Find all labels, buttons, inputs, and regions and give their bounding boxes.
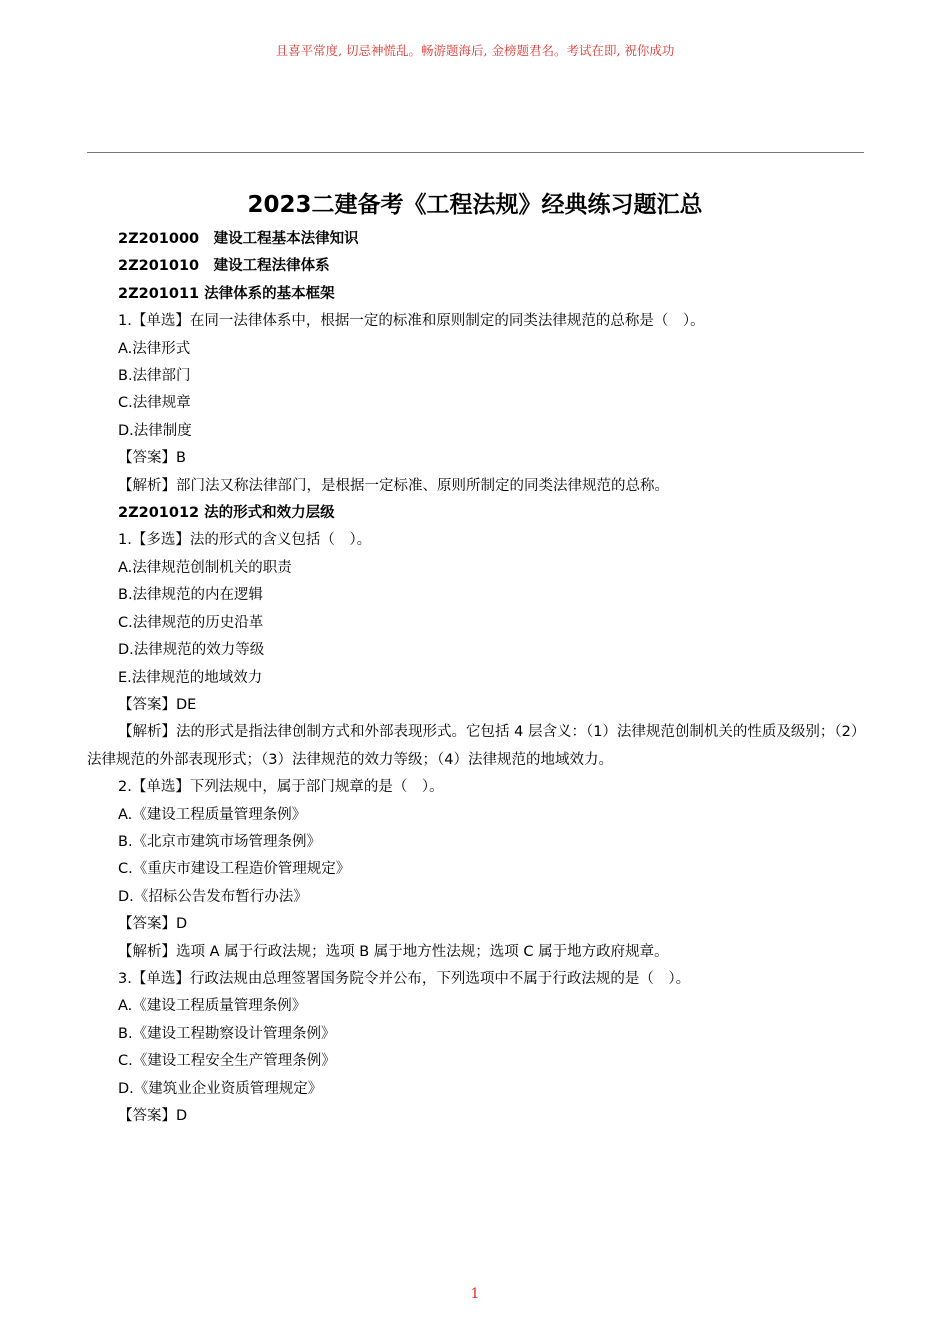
answer-line: 【答案】D	[118, 916, 188, 933]
answer-line: 【答案】D	[118, 1108, 188, 1124]
option-line: D.法律制度	[118, 422, 192, 439]
header-divider	[87, 152, 864, 153]
option-line: B.《建设工程勘察设计管理条例》	[118, 1025, 336, 1042]
document-title: 2023二建备考《工程法规》经典练习题汇总	[247, 192, 703, 218]
option-line: A.法律形式	[118, 340, 191, 357]
option-line: A.《建设工程质量管理条例》	[118, 998, 307, 1015]
question-line: 1.【单选】在同一法律体系中，根据一定的标准和原则制定的同类法律规范的总称是（ ）。	[118, 313, 705, 330]
option-line: C.《建设工程安全生产管理条例》	[118, 1053, 336, 1070]
explanation-line: 【解析】法的形式是指法律创制方式和外部表现形式。它包括 4 层含义：（1）法律规范创制机关的性质及级别；（2）法律规范的外部表现形式；（3）法律规范的效力等级；（4）法律规范的地域效力。	[87, 724, 859, 768]
answer-line: 【答案】B	[118, 450, 186, 467]
section-heading: 2Z201011 法律体系的基本框架	[118, 285, 335, 302]
option-line: C.法律规范的历史沿革	[118, 614, 264, 631]
question-line: 2.【单选】下列法规中，属于部门规章的是（ ）。	[118, 779, 444, 796]
option-line: A.《建设工程质量管理条例》	[118, 806, 307, 823]
option-line: D.《建筑业企业资质管理规定》	[118, 1080, 323, 1097]
answer-line: 【答案】DE	[118, 696, 197, 713]
option-line: B.《北京市建筑市场管理条例》	[118, 833, 322, 850]
question-line: 1.【多选】法的形式的含义包括（ ）。	[118, 532, 372, 549]
section-heading: 2Z201012 法的形式和效力层级	[118, 505, 335, 522]
explanation-line: 【解析】选项 A 属于行政法规；选项 B 属于地方性法规；选项 C 属于地方政府规章。	[118, 943, 669, 960]
option-line: D.《招标公告发布暂行办法》	[118, 888, 308, 905]
option-line: C.法律规章	[118, 395, 191, 412]
option-line: C.《重庆市建设工程造价管理规定》	[118, 861, 351, 878]
option-line: D.法律规范的效力等级	[118, 642, 265, 659]
header-note: 且喜平常度, 切忌神慌乱。畅游题海后, 金榜题君名。考试在即, 祝你成功	[275, 43, 675, 58]
document-body	[87, 226, 864, 1130]
page-number: 1	[470, 1286, 480, 1302]
option-line: A.法律规范创制机关的职责	[118, 559, 292, 576]
option-line: E.法律规范的地域效力	[118, 669, 263, 686]
section-heading: 2Z201010 建设工程法律体系	[118, 258, 330, 275]
option-line: B.法律规范的内在逻辑	[118, 587, 264, 604]
section-heading: 2Z201000 建设工程基本法律知识	[118, 231, 359, 247]
option-line: B.法律部门	[118, 368, 191, 385]
question-line: 3.【单选】行政法规由总理签署国务院令并公布，下列选项中不属于行政法规的是（ ）。	[118, 970, 691, 987]
explanation-line: 【解析】部门法又称法律部门，是根据一定标准、原则所制定的同类法律规范的总称。	[118, 477, 669, 494]
